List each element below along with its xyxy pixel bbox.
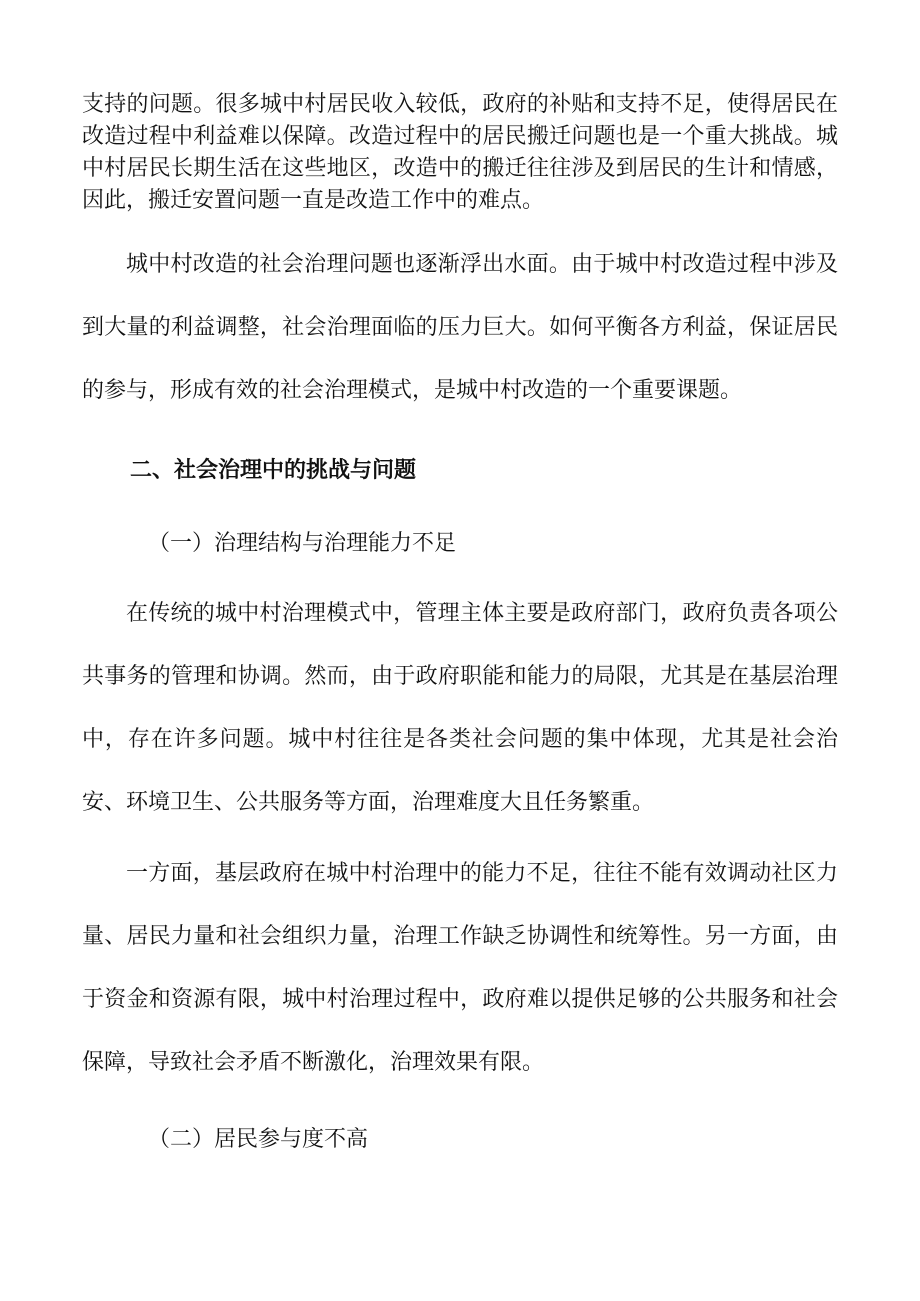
section-heading: 二、社会治理中的挑战与问题 bbox=[130, 458, 417, 483]
paragraph-governance-issue: 城中村改造的社会治理问题也逐渐浮出水面。由于城中村改造过程中涉及到大量的利益调整，社会治理面临的压力巨大。如何平衡各方利益，保证居民的参与，形成有效的社会治理模式，是城中村改造的一个重要课题。 bbox=[82, 252, 838, 403]
paragraph-traditional-model: 在传统的城中村治理模式中，管理主体主要是政府部门，政府负责各项公共事务的管理和协调。然而，由于政府职能和能力的局限，尤其是在基层治理中，存在许多问题。城中村往往是各类社会问题的集中体现，尤其是社会治安、环境卫生、公共服务等方面，治理难度大且任务繁重。 bbox=[82, 601, 838, 815]
subheading-resident-participation: （二）居民参与度不高 bbox=[148, 1127, 369, 1152]
paragraph-continuation: 支持的问题。很多城中村居民收入较低，政府的补贴和支持不足，使得居民在改造过程中利益难以保障。改造过程中的居民搬迁问题也是一个重大挑战。城中村居民长期生活在这些地区，改造中的搬迁往往涉及到居民的生计和情感，因此，搬迁安置问题一直是改造工作中的难点。 bbox=[82, 92, 838, 213]
subheading-governance-structure: （一）治理结构与治理能力不足 bbox=[148, 531, 457, 556]
paragraph-capacity-shortfall: 一方面，基层政府在城中村治理中的能力不足，往往不能有效调动社区力量、居民力量和社会组织力量，治理工作缺乏协调性和统筹性。另一方面，由于资金和资源有限，城中村治理过程中，政府难以提供足够的公共服务和社会保障，导致社会矛盾不断激化，治理效果有限。 bbox=[82, 861, 838, 1075]
